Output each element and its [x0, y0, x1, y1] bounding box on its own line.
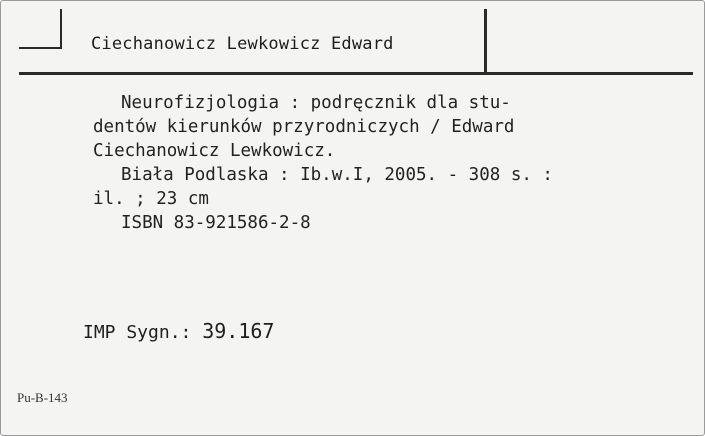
header-right-vertical-rule — [484, 9, 487, 73]
title-line: dentów kierunków przyrodniczych / Edward — [93, 117, 515, 137]
title-line: Neurofizjologia : podręcznik dla stu- — [121, 93, 511, 113]
shelfmark-label: IMP Sygn.: — [83, 322, 192, 343]
header-left-horizontal-rule — [19, 47, 62, 49]
header-bottom-rule — [19, 72, 693, 75]
shelfmark — [83, 319, 274, 343]
card-code: Pu-B-143 — [17, 390, 68, 405]
isbn-line: ISBN 83-921586-2-8 — [121, 213, 311, 233]
bibliographic-description — [93, 91, 693, 235]
author-heading: Ciechanowicz Lewkowicz Edward — [91, 34, 394, 54]
imprint-line: il. ; 23 cm — [93, 189, 209, 209]
shelfmark-number: 39.167 — [202, 319, 275, 343]
header-left-vertical-rule — [60, 9, 62, 49]
title-line: Ciechanowicz Lewkowicz. — [93, 141, 336, 161]
imprint-line: Biała Podlaska : Ib.w.I, 2005. - 308 s. : — [121, 165, 553, 185]
